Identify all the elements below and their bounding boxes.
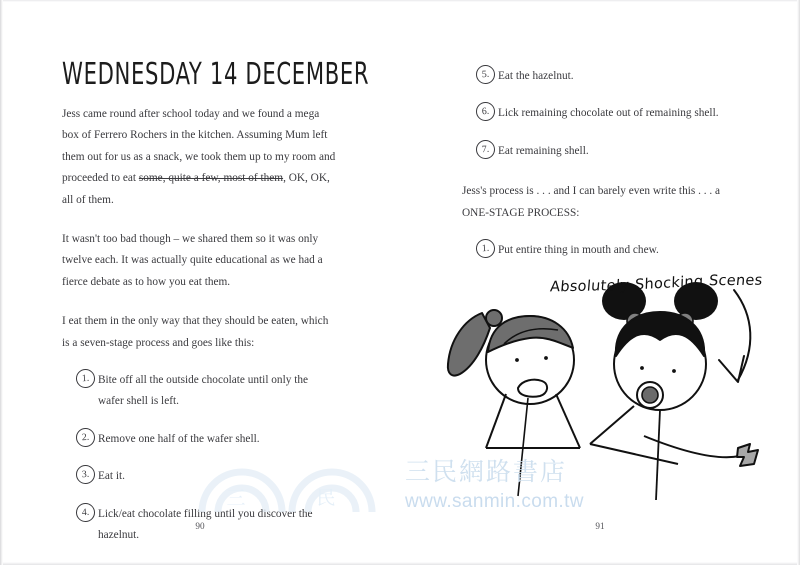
body-left-side xyxy=(590,406,634,444)
process-steps-list-jess xyxy=(462,240,750,261)
eye-right xyxy=(544,356,548,360)
process-steps-list-right xyxy=(462,66,750,162)
right-page-body xyxy=(462,66,750,261)
page-number-left: 90 xyxy=(195,521,205,531)
left-page-body xyxy=(62,104,336,547)
watermark-cjk: 三民網路書店 xyxy=(405,457,568,486)
stick-figures-drawing xyxy=(438,268,788,508)
illustration xyxy=(438,268,788,508)
step-number-circle: 3. xyxy=(76,465,96,485)
step-text: Eat remaining shell. xyxy=(498,144,589,157)
figure-girl-with-ponytail xyxy=(448,310,580,496)
svg-text:民: 民 xyxy=(316,487,336,509)
open-mouth xyxy=(518,380,547,397)
jess-process-paragraph: Jess's process is . . . and I can barely even write this . . . a ONE-STAGE PROCESS: xyxy=(462,185,721,219)
step-text: Lick remaining chocolate out of remaining shell. xyxy=(498,107,719,120)
caption-word-3: Scenes xyxy=(708,272,764,290)
eye-left xyxy=(515,358,519,362)
step-text: Eat the hazelnut. xyxy=(498,70,574,82)
body-left-side xyxy=(486,394,506,448)
eye-left xyxy=(640,366,644,370)
paragraph-1-strikethrough: some, quite a few, most of them xyxy=(138,172,284,185)
svg-text:三: 三 xyxy=(226,487,246,509)
paragraph-2: It wasn't too bad though – we shared them so it was only twelve each. It was actually quite educational as we had a fierce debate as to how you eat them. xyxy=(62,233,323,288)
list-item xyxy=(62,370,336,413)
step-number-circle: 2. xyxy=(76,427,96,447)
step-number-circle: 5. xyxy=(476,65,496,85)
list-item xyxy=(462,240,750,261)
list-item xyxy=(462,66,750,87)
step-number-circle: 4. xyxy=(76,502,96,522)
body-right-side xyxy=(556,394,580,448)
list-item xyxy=(62,466,336,487)
paragraph-1 xyxy=(62,104,336,211)
list-item xyxy=(462,103,750,124)
step-text: Put entire thing in mouth and chew. xyxy=(498,244,659,257)
figure-girl-with-buns xyxy=(590,282,758,500)
step-number-circle: 1. xyxy=(76,369,96,389)
page-number-right: 91 xyxy=(595,521,605,531)
step-number-circle: 6. xyxy=(476,102,496,122)
step-text: Bite off all the outside chocolate until only the wafer shell is left. xyxy=(98,374,308,408)
step-number-circle: 7. xyxy=(476,139,496,159)
arrow-head xyxy=(719,356,744,382)
eye-right xyxy=(672,369,676,373)
step-text: Remove one half of the wafer shell. xyxy=(98,432,260,445)
ponytail xyxy=(448,313,490,376)
hand xyxy=(737,444,758,466)
chocolate-in-mouth xyxy=(642,387,658,403)
page-title: WEDNESDAY 14 DECEMBER xyxy=(62,56,370,92)
hair-tie xyxy=(486,310,502,326)
paragraph-1-part-a: Jess came round after school today and we found a mega box of Ferrero Rochers in the kitchen. Assuming Mum left them out for us as a snack, we took them up to my room and proceeded to eat xyxy=(62,108,336,185)
body-hem xyxy=(590,444,678,464)
step-text: Lick/eat chocolate filling until you discover the hazelnut. xyxy=(98,507,313,542)
watermark-url: www.sanmin.com.tw xyxy=(405,491,584,512)
leg xyxy=(656,410,660,500)
caption-word-1: Absolutely xyxy=(549,277,630,296)
caption-word-2: Shocking xyxy=(634,273,704,294)
list-item xyxy=(62,429,336,450)
list-item xyxy=(462,141,750,162)
paragraph-3: I eat them in the only way that they should be eaten, which is a seven-stage process and goes like this: xyxy=(62,315,329,349)
step-text: Eat it. xyxy=(98,470,125,483)
curved-arrow-icon xyxy=(719,290,750,382)
step-number-circle: 1. xyxy=(476,239,496,259)
paragraph-1-part-c: , OK, OK, all of them. xyxy=(62,172,330,206)
